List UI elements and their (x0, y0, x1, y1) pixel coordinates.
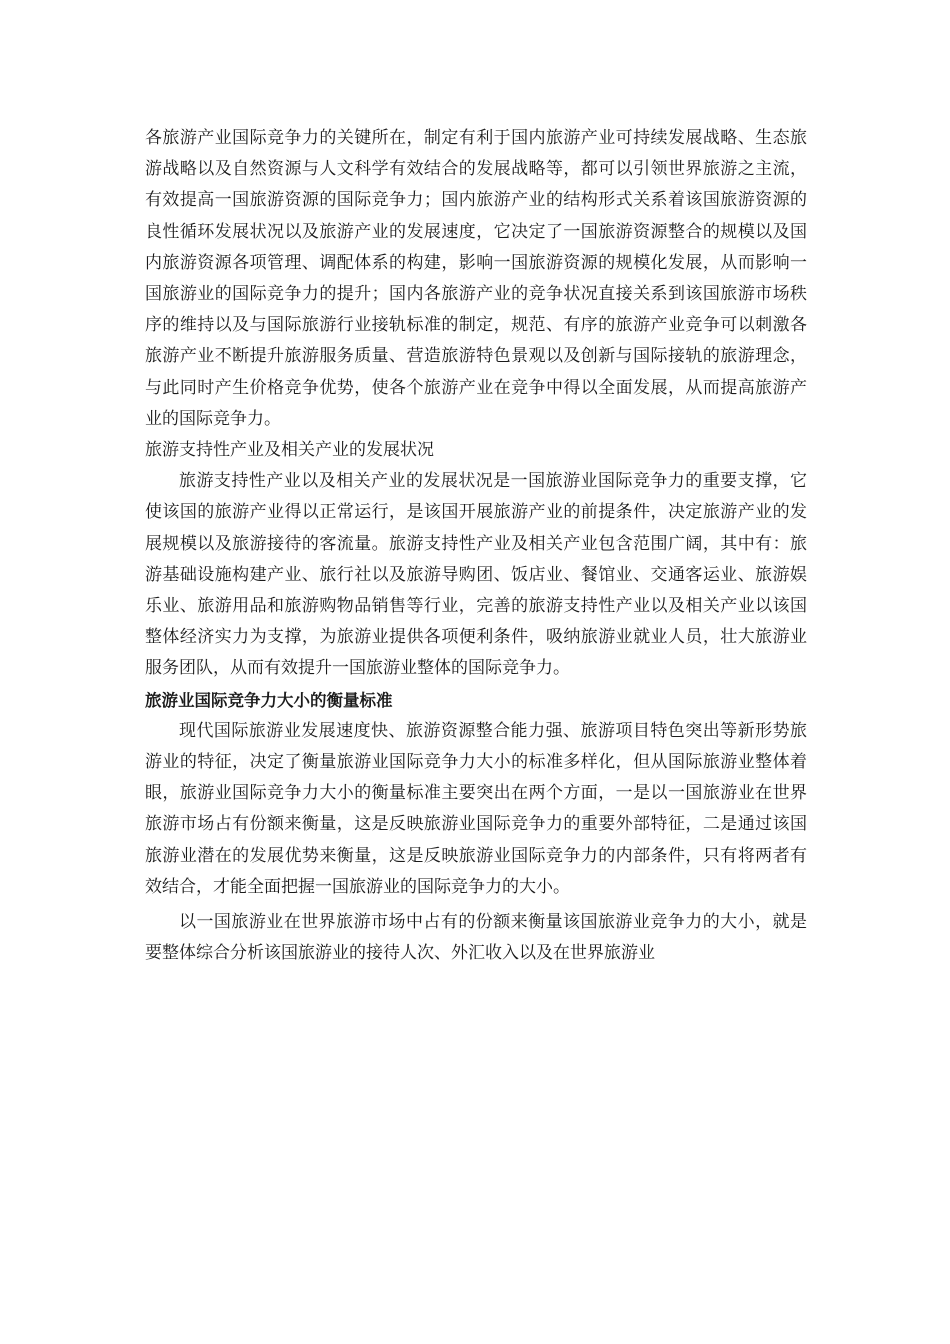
paragraph-supporting-industries: 旅游支持性产业以及相关产业的发展状况是一国旅游业国际竞争力的重要支撑，它使该国的旅游产业得以正常运行，是该国开展旅游产业的前提条件，决定旅游产业的发展规模以及旅游接待的客流量。旅游支持性产业及相关产业包含范围广阔，其中有：旅游基础设施构建产业、旅行社以及旅游导购团、饭店业、餐馆业、交通客运业、旅游娱乐业、旅游用品和旅游购物品销售等行业，完善的旅游支持性产业以及相关产业以该国整体经济实力为支撑，为旅游业提供各项便利条件，吸纳旅游业就业人员，壮大旅游业服务团队，从而有效提升一国旅游业整体的国际竞争力。 (145, 471, 807, 679)
paragraph-market-share: 以一国旅游业在世界旅游市场中占有的份额来衡量该国旅游业竞争力的大小，就是要整体综合分析该国旅游业的接待人次、外汇收入以及在世界旅游业 (145, 912, 807, 964)
section-heading-measurement-standards: 旅游业国际竞争力大小的衡量标准 (145, 690, 393, 710)
document-body (145, 123, 807, 969)
paragraph-measurement-standards: 现代国际旅游业发展速度快、旅游资源整合能力强、旅游项目特色突出等新形势旅游业的特征，决定了衡量旅游业国际竞争力大小的标准多样化，但从国际旅游业整体着眼，旅游业国际竞争力大小的衡量标准主要突出在两个方面，一是以一国旅游业在世界旅游市场占有份额来衡量，这是反映旅游业国际竞争力的重要外部特征，二是通过该国旅游业潜在的发展优势来衡量，这是反映旅游业国际竞争力的内部条件，只有将两者有效结合，才能全面把握一国旅游业的国际竞争力的大小。 (145, 720, 807, 897)
section-heading-supporting-industries: 旅游支持性产业及相关产业的发展状况 (145, 440, 434, 461)
paragraph-industry-competition: 各旅游产业国际竞争力的关键所在，制定有利于国内旅游产业可持续发展战略、生态旅游战略以及自然资源与人文科学有效结合的发展战略等，都可以引领世界旅游之主流，有效提高一国旅游资源的国际竞争力；国内旅游产业的结构形式关系着该国旅游资源的良性循环发展状况以及旅游产业的发展速度，它决定了一国旅游资源整合的规模以及国内旅游资源各项管理、调配体系的构建，影响一国旅游资源的规模化发展，从而影响一国旅游业的国际竞争力的提升；国内各旅游产业的竞争状况直接关系到该国旅游市场秩序的维持以及与国际旅游行业接轨标准的制定，规范、有序的旅游产业竞争可以刺激各旅游产业不断提升旅游服务质量、营造旅游特色景观以及创新与国际接轨的旅游理念，与此同时产生价格竞争优势，使各个旅游产业在竞争中得以全面发展，从而提高旅游产业的国际竞争力。 (145, 128, 807, 429)
